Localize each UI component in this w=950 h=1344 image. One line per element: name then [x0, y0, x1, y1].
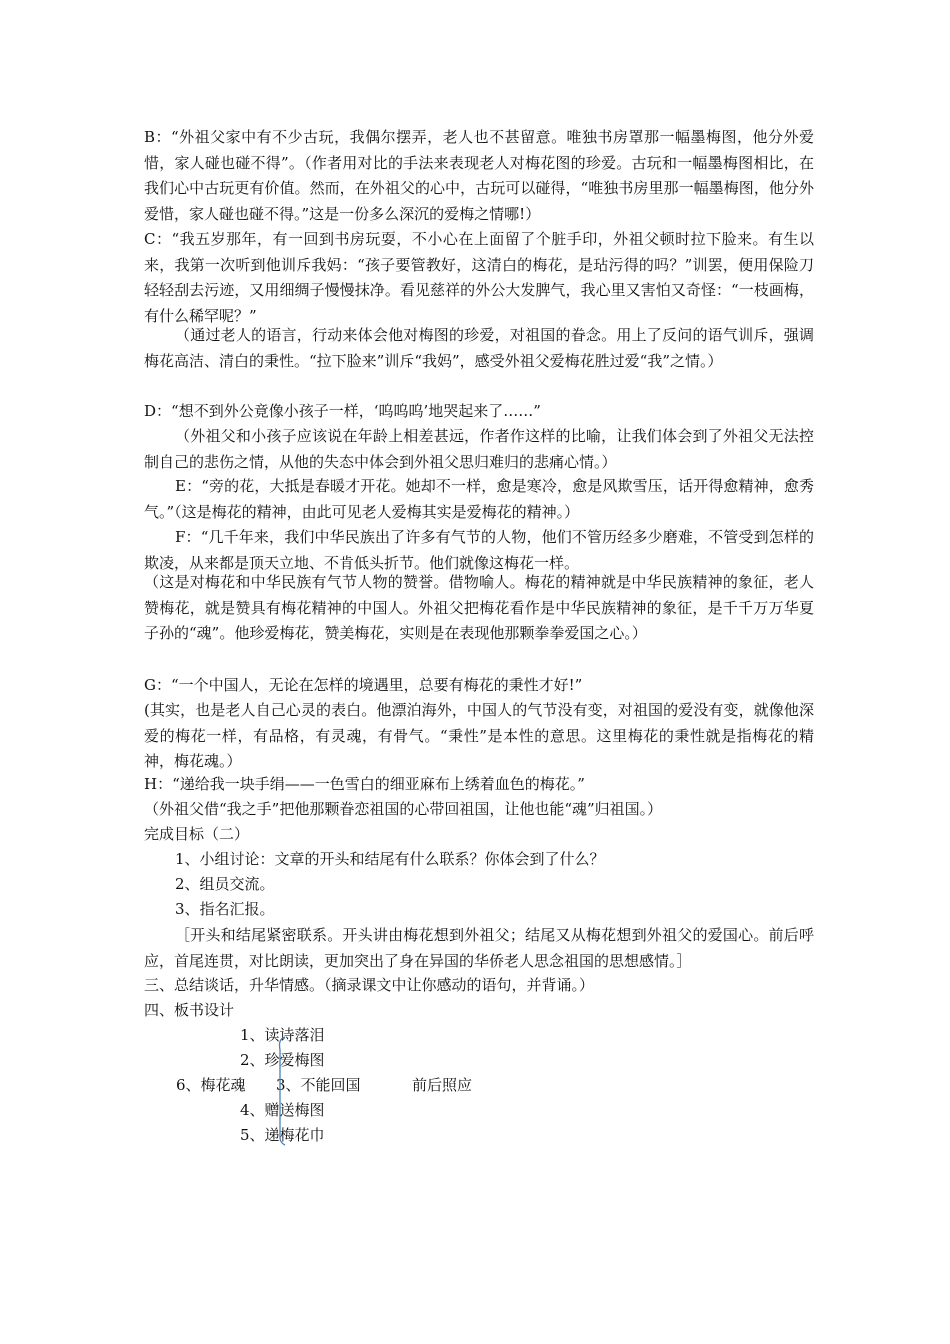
- paragraph-c-note: （通过老人的语言，行动来体会他对梅图的珍爱，对祖国的眷念。用上了反问的语气训斥，强调梅花高洁、清白的秉性。“拉下脸来”训斥“我妈”，感受外祖父爱梅花胜过爱“我”之情。）: [144, 326, 814, 370]
- goal2-step-1: 1、小组讨论：文章的开头和结尾有什么联系？你体会到了什么？: [175, 850, 605, 868]
- board-item-2: 2、珍爱梅图: [240, 1051, 325, 1069]
- board-item-1: 1、读诗落泪: [240, 1026, 325, 1044]
- goal2-step-3: 3、指名汇报。: [175, 900, 275, 918]
- section-4: 四、板书设计: [144, 1001, 235, 1019]
- paragraph-f-note: （这是对梅花和中华民族有气节人物的赞誉。借物喻人。梅花的精神就是中华民族精神的象征，老人赞梅花，就是赞具有梅花精神的中国人。外祖父把梅花看作是中华民族精神的象征，是千千万万华夏子孙的“魂”。他珍爱梅花，赞美梅花，实则是在表现他那颗拳拳爱国之心。）: [144, 573, 814, 642]
- goal2-title: 完成目标（二）: [144, 825, 250, 843]
- board-bracket: [276, 1036, 290, 1146]
- section-3: 三、总结谈话，升华情感。（摘录课文中让你感动的语句，并背诵。）: [144, 976, 595, 994]
- board-item-5: 5、递梅花巾: [240, 1126, 325, 1144]
- paragraph-c: C：“我五岁那年，有一回到书房玩耍，不小心在上面留了个脏手印，外祖父顿时拉下脸来。有生以来，我第一次听到他训斥我妈：“孩子要管教好，这清白的梅花，是玷污得的吗？”训罢，便用保险刀轻轻刮去污迹，又用细绸子慢慢抹净。看见慈祥的外公大发脾气，我心里又害怕又奇怪：“一枝画梅，有什么稀罕呢？”: [144, 230, 814, 325]
- paragraph-g-note: (其实，也是老人自己心灵的表白。他漂泊海外，中国人的气节没有变，对祖国的爱没有变，就像他深爱的梅花一样，有品格，有灵魂，有骨气。“秉性”是本性的意思。这里梅花的秉性就是指梅花的精神，梅花魂。）: [144, 701, 814, 770]
- paragraph-b: B：“外祖父家中有不少古玩，我偶尔摆弄，老人也不甚留意。唯独书房罩那一幅墨梅图，他分外爱惜，家人碰也碰不得”。（作者用对比的手法来表现老人对梅花图的珍爱。古玩和一幅墨梅图相比，在我们心中古玩更有价值。然而，在外祖父的心中，古玩可以碰得，“唯独书房里那一幅墨梅图，他分外爱惜，家人碰也碰不得。”这是一份多么深沉的爱梅之情哪!）: [144, 128, 814, 223]
- board-left-label: 6、梅花魂: [176, 1076, 246, 1094]
- paragraph-h: H：“递给我一块手绢——一色雪白的细亚麻布上绣着血色的梅花。”: [144, 775, 585, 793]
- paragraph-e: E：“旁的花，大抵是春暖才开花。她却不一样，愈是寒冷，愈是风欺雪压，话开得愈精神，愈秀气。”（这是梅花的精神，由此可见老人爱梅其实是爱梅花的精神。）: [144, 477, 814, 521]
- board-right-label: 前后照应: [412, 1076, 473, 1094]
- board-item-3: 3、不能回国: [276, 1076, 361, 1094]
- goal2-answer: ［开头和结尾紧密联系。开头讲由梅花想到外祖父；结尾又从梅花想到外祖父的爱国心。前后呼应，首尾连贯，对比朗读，更加突出了身在异国的华侨老人思念祖国的思想感情。］: [144, 926, 814, 970]
- paragraph-g: G：“一个中国人，无论在怎样的境遇里，总要有梅花的秉性才好!”: [144, 676, 583, 694]
- paragraph-h-note: （外祖父借“我之手”把他那颗眷恋祖国的心带回祖国，让他也能“魂”归祖国。）: [144, 800, 663, 818]
- goal2-step-2: 2、组员交流。: [175, 875, 275, 893]
- paragraph-f: F：“几千年来，我们中华民族出了许多有气节的人物，他们不管历经多少磨难，不管受到怎样的欺凌，从来都是顶天立地、不肯低头折节。他们就像这梅花一样。: [144, 528, 814, 572]
- paragraph-d-note: （外祖父和小孩子应该说在年龄上相差甚远，作者作这样的比喻，让我们体会到了外祖父无法控制自己的悲伤之情，从他的失态中体会到外祖父思归难归的悲痛心情。）: [144, 427, 814, 471]
- board-item-4: 4、赠送梅图: [240, 1101, 325, 1119]
- paragraph-d: D：“想不到外公竟像小孩子一样，‘呜呜呜’地哭起来了……”: [144, 402, 541, 420]
